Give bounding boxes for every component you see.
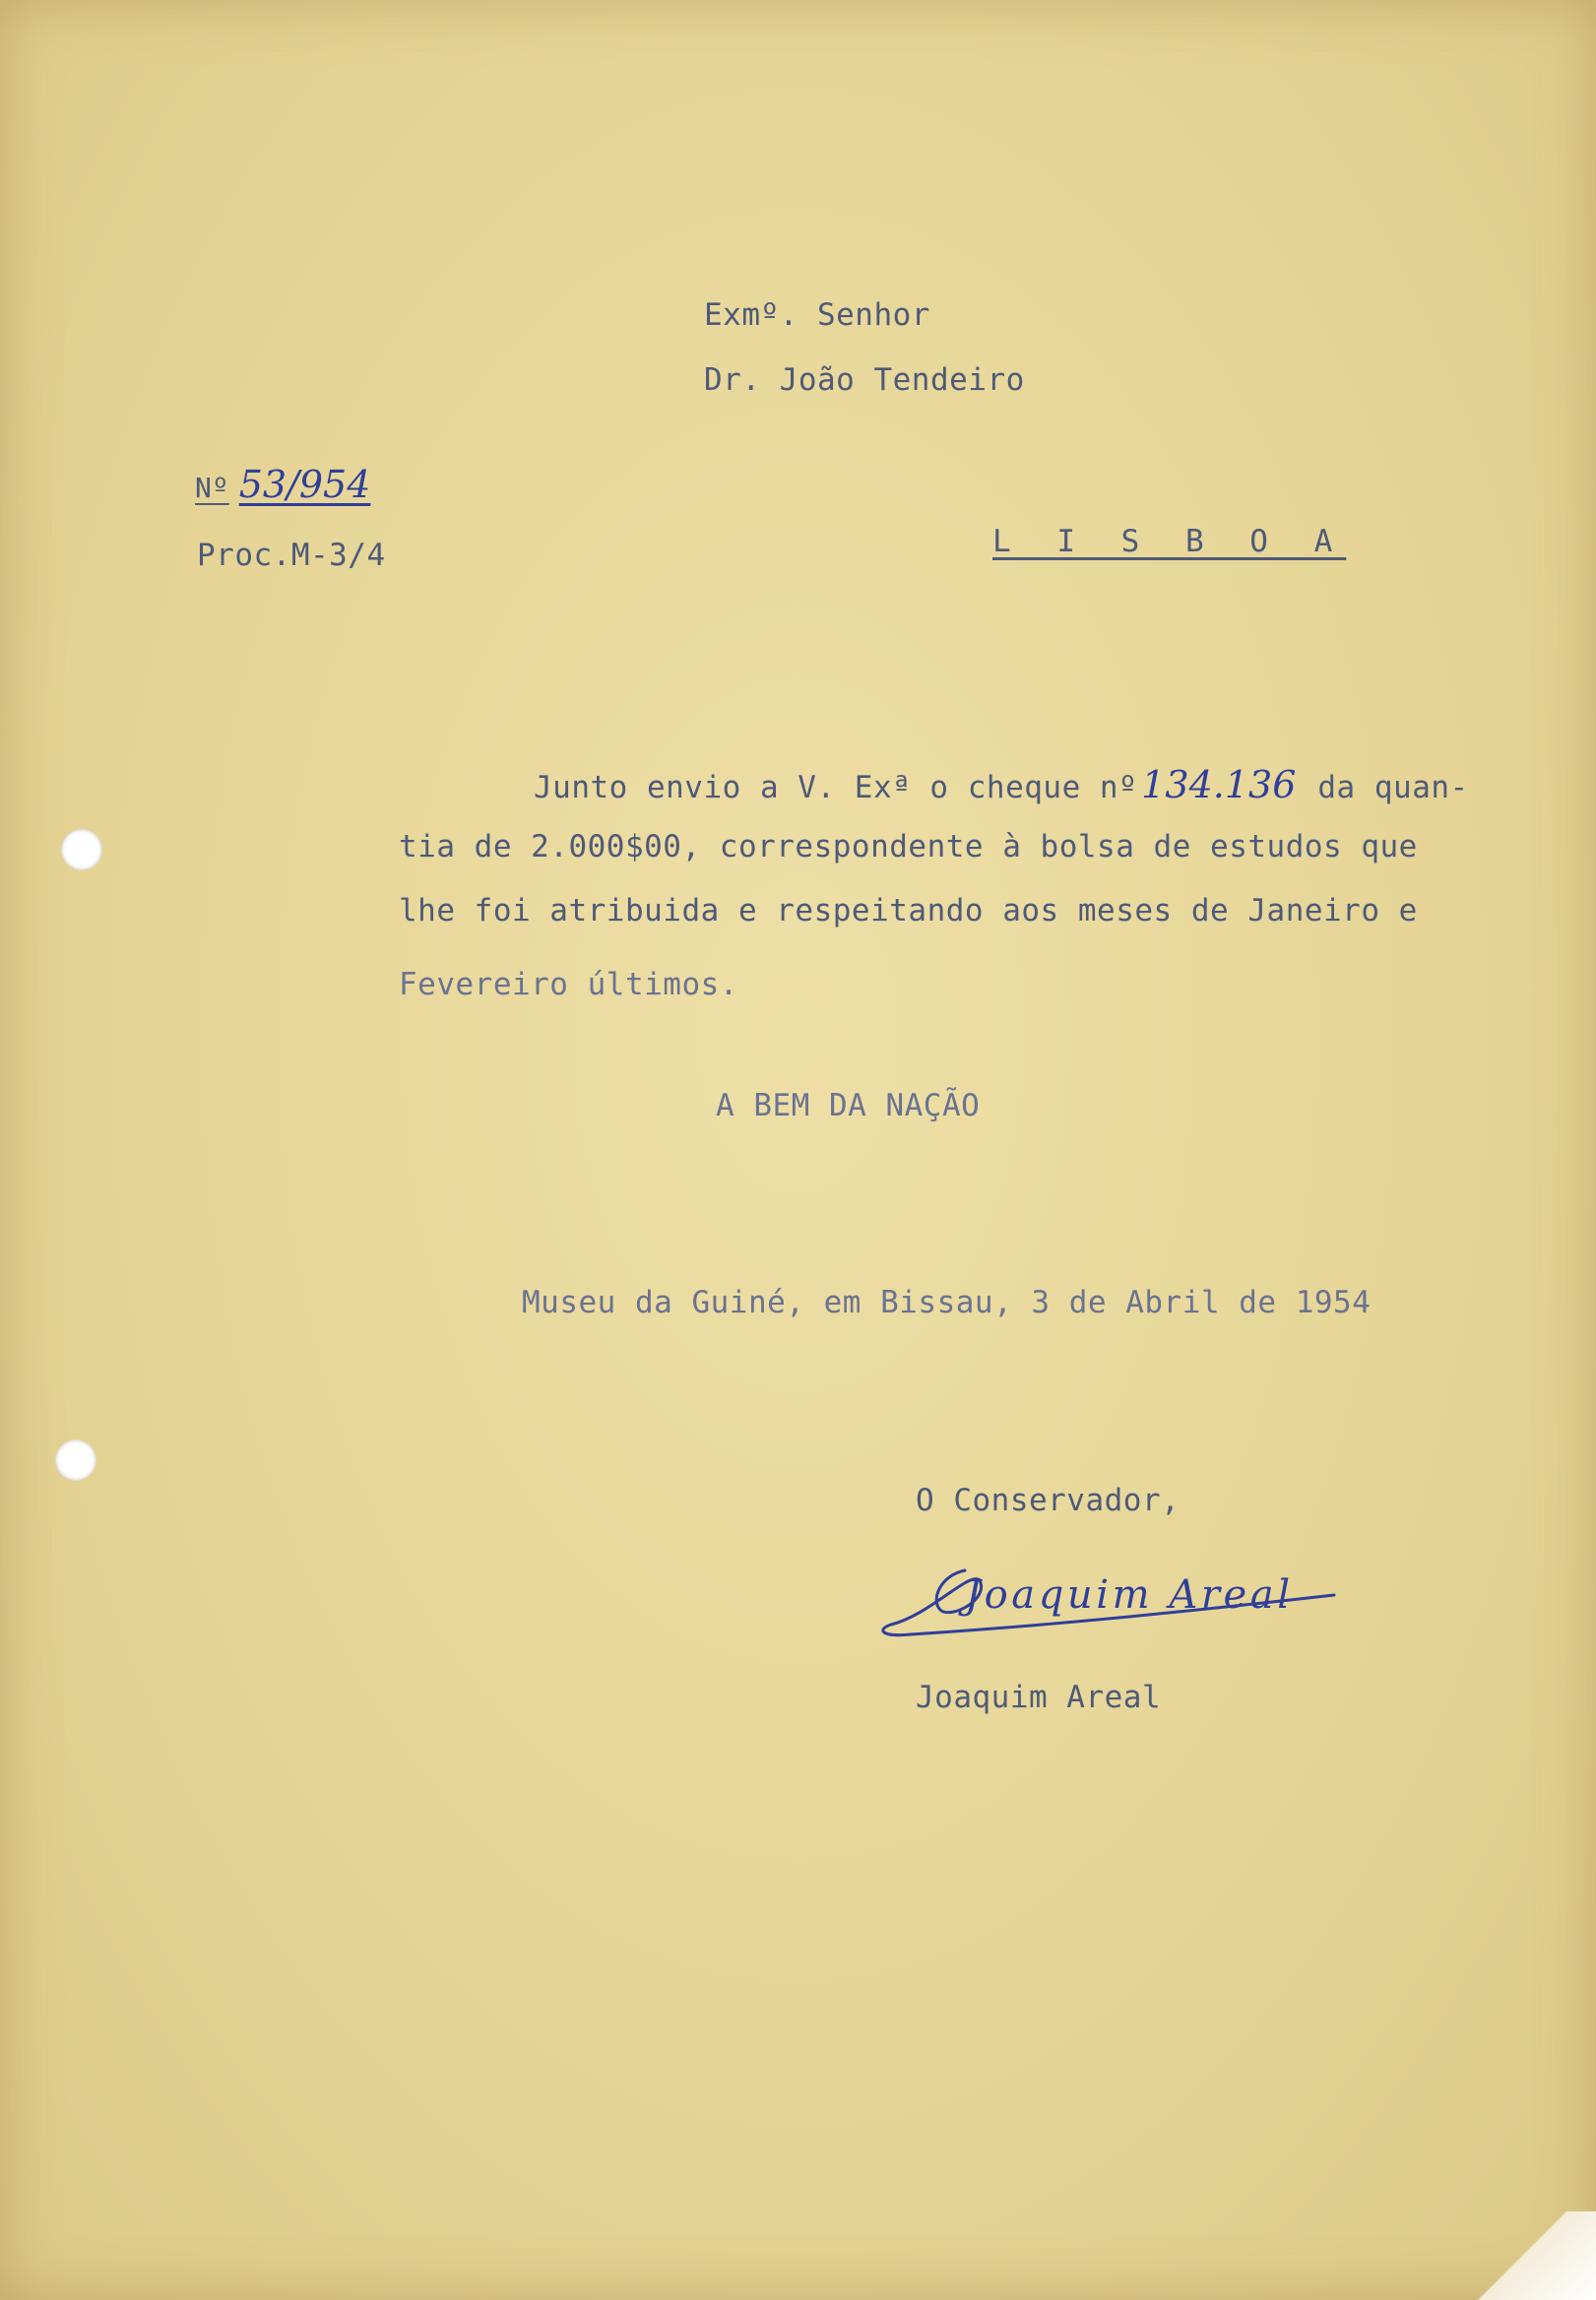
body-line-1 xyxy=(534,763,1469,806)
closing-motto: A BEM DA NAÇÃO xyxy=(716,1088,981,1123)
handwritten-signature xyxy=(871,1541,1344,1649)
signatory-role: O Conservador, xyxy=(916,1483,1181,1518)
body-line-2: tia de 2.000$00, correspondente à bolsa de estudos que xyxy=(399,829,1418,864)
punch-hole-top xyxy=(61,829,102,870)
salutation: Exmº. Senhor xyxy=(704,297,930,333)
reference-number-prefix: Nº xyxy=(195,472,229,504)
process-reference: Proc.M-3/4 xyxy=(197,538,386,573)
place-and-date: Museu da Guiné, em Bissau, 3 de Abril de 1954 xyxy=(522,1285,1372,1320)
recipient-name: Dr. João Tendeiro xyxy=(704,362,1025,398)
body-line-3: lhe foi atribuida e respeitando aos meses de Janeiro e xyxy=(399,893,1418,928)
cheque-number: 134.136 xyxy=(1141,763,1297,806)
body-line-4: Fevereiro últimos. xyxy=(399,967,738,1002)
reference-number-handwritten: 53/954 xyxy=(238,463,371,506)
punch-hole-bottom xyxy=(55,1439,96,1481)
body-line-1-end: da quan- xyxy=(1317,770,1469,805)
body-line-1-start: Junto envio a V. Exª o cheque nº xyxy=(534,770,1138,805)
torn-corner xyxy=(1468,2211,1596,2300)
destination-city: L I S B O A xyxy=(992,524,1347,559)
signatory-name: Joaquim Areal xyxy=(916,1680,1162,1715)
reference-number xyxy=(195,463,370,506)
signature-text: Joaquim Areal xyxy=(965,1572,1290,1618)
